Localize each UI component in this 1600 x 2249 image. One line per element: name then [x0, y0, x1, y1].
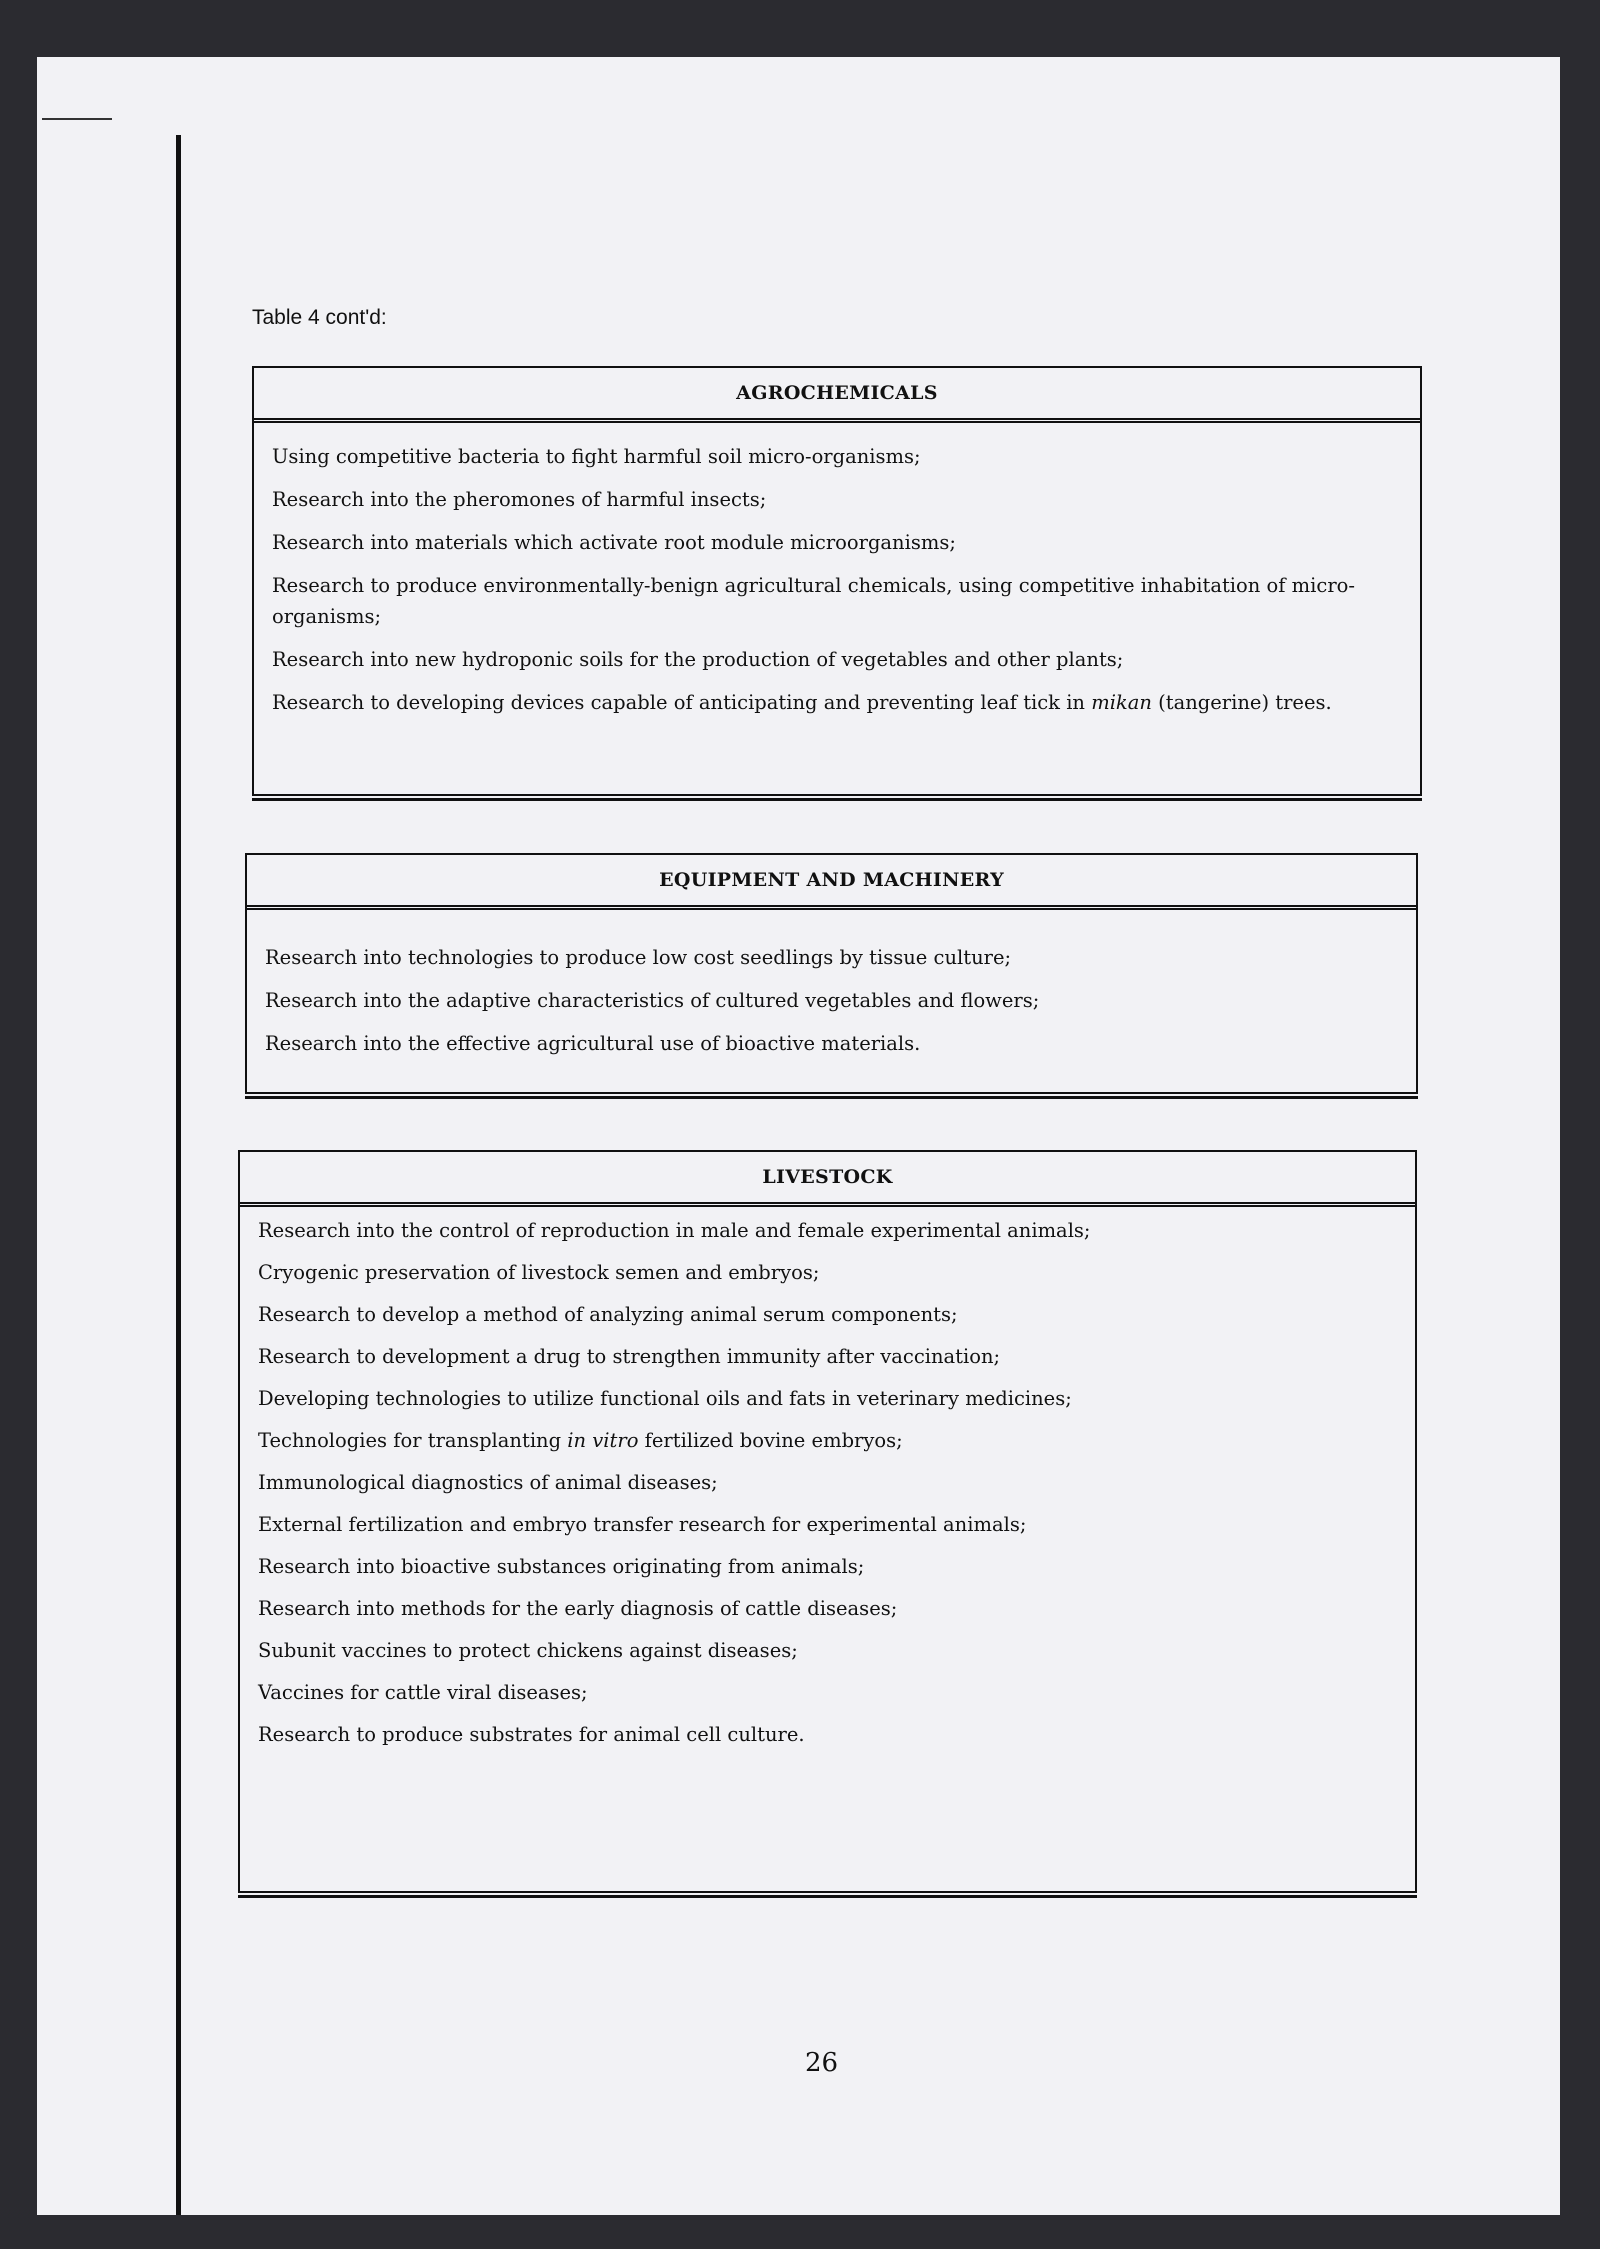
list-item [272, 570, 1402, 632]
item-text: Research to develop a method of analyzing animal serum components; [258, 1303, 958, 1326]
item-text: Research into the adaptive characteristics of cultured vegetables and flowers; [265, 989, 1040, 1012]
list-item [258, 1509, 1397, 1540]
section-items [240, 1215, 1415, 1767]
item-text: Research into technologies to produce low cost seedlings by tissue culture; [265, 946, 1012, 969]
livestock-table [238, 1150, 1417, 1893]
item-text: Subunit vaccines to protect chickens against diseases; [258, 1639, 798, 1662]
section-title: LIVESTOCK [240, 1152, 1415, 1207]
list-item [258, 1383, 1397, 1414]
corner-mark [42, 118, 112, 120]
item-text: Research to developing devices capable of anticipating and preventing leaf tick in [272, 691, 1092, 714]
item-text: Research into methods for the early diagnosis of cattle diseases; [258, 1597, 898, 1620]
list-item [265, 1028, 1398, 1059]
list-item [258, 1341, 1397, 1372]
item-text: Research into bioactive substances originating from animals; [258, 1555, 865, 1578]
equipment-machinery-table [245, 853, 1418, 1094]
item-text: Vaccines for cattle viral diseases; [258, 1681, 588, 1704]
item-text: Developing technologies to utilize functional oils and fats in veterinary medicines; [258, 1387, 1072, 1410]
item-text: Using competitive bacteria to fight harmful soil micro-organisms; [272, 445, 921, 468]
list-item [258, 1257, 1397, 1288]
page-number: 26 [805, 2048, 839, 2078]
section-items [247, 910, 1416, 1077]
section-items [254, 423, 1420, 736]
list-item [258, 1593, 1397, 1624]
list-item [272, 441, 1402, 472]
list-item [258, 1677, 1397, 1708]
list-item [258, 1467, 1397, 1498]
list-item [265, 942, 1398, 973]
list-item [258, 1551, 1397, 1582]
section-title: EQUIPMENT AND MACHINERY [247, 855, 1416, 910]
item-text: Research into the control of reproduction in male and female experimental animals; [258, 1219, 1091, 1242]
italic-term: mikan [1091, 691, 1152, 714]
list-item [258, 1425, 1397, 1456]
item-text: Cryogenic preservation of livestock semen and embryos; [258, 1261, 820, 1284]
list-item [258, 1719, 1397, 1750]
list-item [265, 985, 1398, 1016]
item-text: Research to produce environmentally-benign agricultural chemicals, using competitive inhabitation of micro-organisms; [272, 574, 1355, 628]
list-item [258, 1215, 1397, 1246]
binder-edge-line [176, 135, 181, 2215]
italic-term: in vitro [567, 1429, 639, 1452]
item-text: Research to produce substrates for animal cell culture. [258, 1723, 805, 1746]
list-item [272, 687, 1402, 718]
item-text: Research into new hydroponic soils for the production of vegetables and other plants; [272, 648, 1124, 671]
item-text: Research into materials which activate root module microorganisms; [272, 531, 956, 554]
item-text: External fertilization and embryo transfer research for experimental animals; [258, 1513, 1027, 1536]
list-item [272, 484, 1402, 515]
section-title: AGROCHEMICALS [254, 368, 1420, 423]
agrochemicals-table [252, 366, 1422, 796]
item-text: fertilized bovine embryos; [638, 1429, 903, 1452]
item-text: (tangerine) trees. [1151, 691, 1332, 714]
list-item [258, 1635, 1397, 1666]
table-caption: Table 4 cont'd: [252, 306, 387, 329]
item-text: Research into the effective agricultural use of bioactive materials. [265, 1032, 921, 1055]
item-text: Technologies for transplanting [258, 1429, 568, 1452]
list-item [272, 644, 1402, 675]
item-text: Immunological diagnostics of animal diseases; [258, 1471, 718, 1494]
item-text: Research to development a drug to strengthen immunity after vaccination; [258, 1345, 1001, 1368]
item-text: Research into the pheromones of harmful insects; [272, 488, 767, 511]
list-item [258, 1299, 1397, 1330]
list-item [272, 527, 1402, 558]
